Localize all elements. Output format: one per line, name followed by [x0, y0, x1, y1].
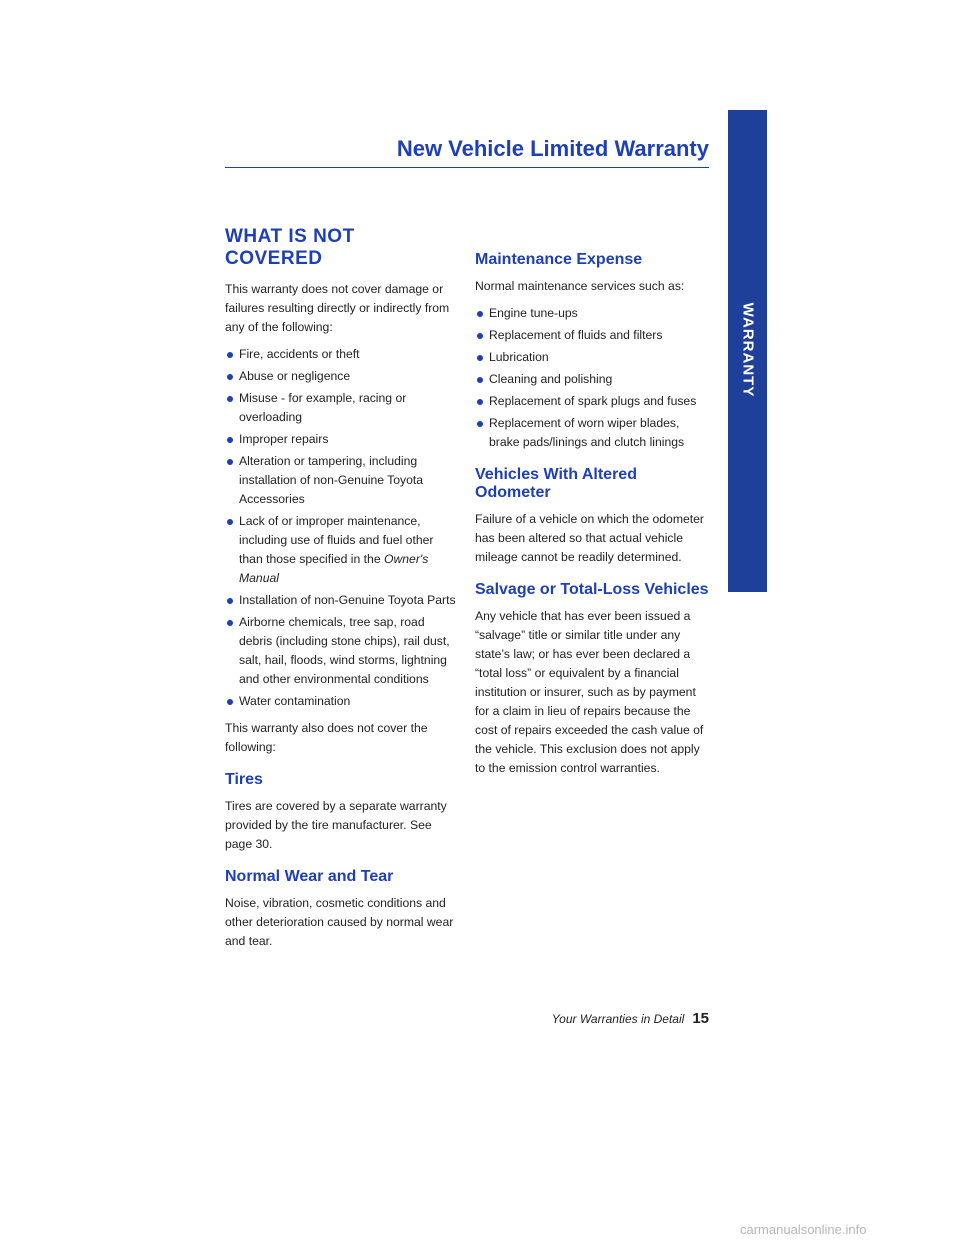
maintenance-heading: Maintenance Expense	[475, 251, 643, 268]
list-item: Airborne chemicals, tree sap, road debris (including stone chips), rail dust, salt, hail, floods, wind storms, lightning and other environmental conditions	[225, 613, 457, 689]
exclusion-list	[225, 345, 457, 711]
list-item: Replacement of fluids and filters	[475, 326, 711, 345]
list-item: Replacement of spark plugs and fuses	[475, 392, 711, 411]
list-item: Lack of or improper maintenance, including use of fluids and fuel other than those specified in the Owner's Manual	[225, 512, 457, 588]
watermark: carmanualsonline.info	[740, 1222, 867, 1237]
left-column	[225, 226, 457, 959]
title-rule	[225, 167, 709, 168]
bullet-icon	[227, 437, 233, 443]
wear-paragraph: Noise, vibration, cosmetic conditions and other deterioration caused by normal wear and tear.	[225, 896, 454, 948]
bullet-icon	[477, 355, 483, 361]
page-number: 15	[692, 1010, 709, 1027]
maintenance-list	[475, 304, 711, 452]
intro-paragraph: This warranty does not cover damage or failures resulting directly or indirectly from any of the following:	[225, 282, 450, 334]
section-heading-not-covered: WHAT IS NOT COVERED	[225, 226, 355, 269]
odometer-heading: Vehicles With Altered Odometer	[475, 466, 637, 501]
page-title: New Vehicle Limited Warranty	[396, 136, 709, 161]
list-item: Misuse - for example, racing or overloading	[225, 389, 457, 427]
list-item: Alteration or tampering, including installation of non-Genuine Toyota Accessories	[225, 452, 457, 509]
list-item: Replacement of worn wiper blades, brake pads/linings and clutch linings	[475, 414, 711, 452]
tires-paragraph: Tires are covered by a separate warranty provided by the tire manufacturer. See page 30.	[225, 799, 447, 851]
tires-heading: Tires	[225, 771, 263, 788]
bullet-icon	[227, 598, 233, 604]
bullet-icon	[227, 620, 233, 626]
list-item: Engine tune-ups	[475, 304, 711, 323]
owners-manual-reference: Owner's Manual	[239, 552, 429, 585]
list-item: Improper repairs	[225, 430, 457, 449]
bullet-icon	[477, 399, 483, 405]
bullet-icon	[477, 421, 483, 427]
page-footer	[500, 1010, 709, 1027]
side-tab-label: WARRANTY	[739, 302, 756, 398]
bullet-icon	[477, 333, 483, 339]
bullet-icon	[227, 459, 233, 465]
salvage-paragraph: Any vehicle that has ever been issued a “salvage” title or similar title under any state’s law; or has ever been declared a “total loss” or equivalent by a financial institution or insurer, such as by payment for a claim in lieu of repairs because the cost of repairs exceeded the cash value of the vehicle. This exclusion does not apply to the emission control warranties.	[475, 609, 704, 775]
list-item: Installation of non-Genuine Toyota Parts	[225, 591, 457, 610]
bullet-icon	[227, 352, 233, 358]
wear-heading: Normal Wear and Tear	[225, 868, 394, 885]
bullet-icon	[227, 374, 233, 380]
list-item: Water contamination	[225, 692, 457, 711]
outro-paragraph: This warranty also does not cover the following:	[225, 721, 428, 754]
side-tab	[728, 110, 767, 592]
list-item: Fire, accidents or theft	[225, 345, 457, 364]
odometer-paragraph: Failure of a vehicle on which the odometer has been altered so that actual vehicle mileage cannot be readily determined.	[475, 512, 704, 564]
right-column	[475, 251, 711, 786]
maintenance-intro: Normal maintenance services such as:	[475, 279, 685, 293]
bullet-icon	[477, 377, 483, 383]
list-item: Abuse or negligence	[225, 367, 457, 386]
bullet-icon	[227, 519, 233, 525]
list-item: Lubrication	[475, 348, 711, 367]
bullet-icon	[227, 396, 233, 402]
list-item: Cleaning and polishing	[475, 370, 711, 389]
bullet-icon	[227, 699, 233, 705]
salvage-heading: Salvage or Total-Loss Vehicles	[475, 581, 709, 598]
bullet-icon	[477, 311, 483, 317]
footer-section-name: Your Warranties in Detail	[551, 1012, 685, 1026]
